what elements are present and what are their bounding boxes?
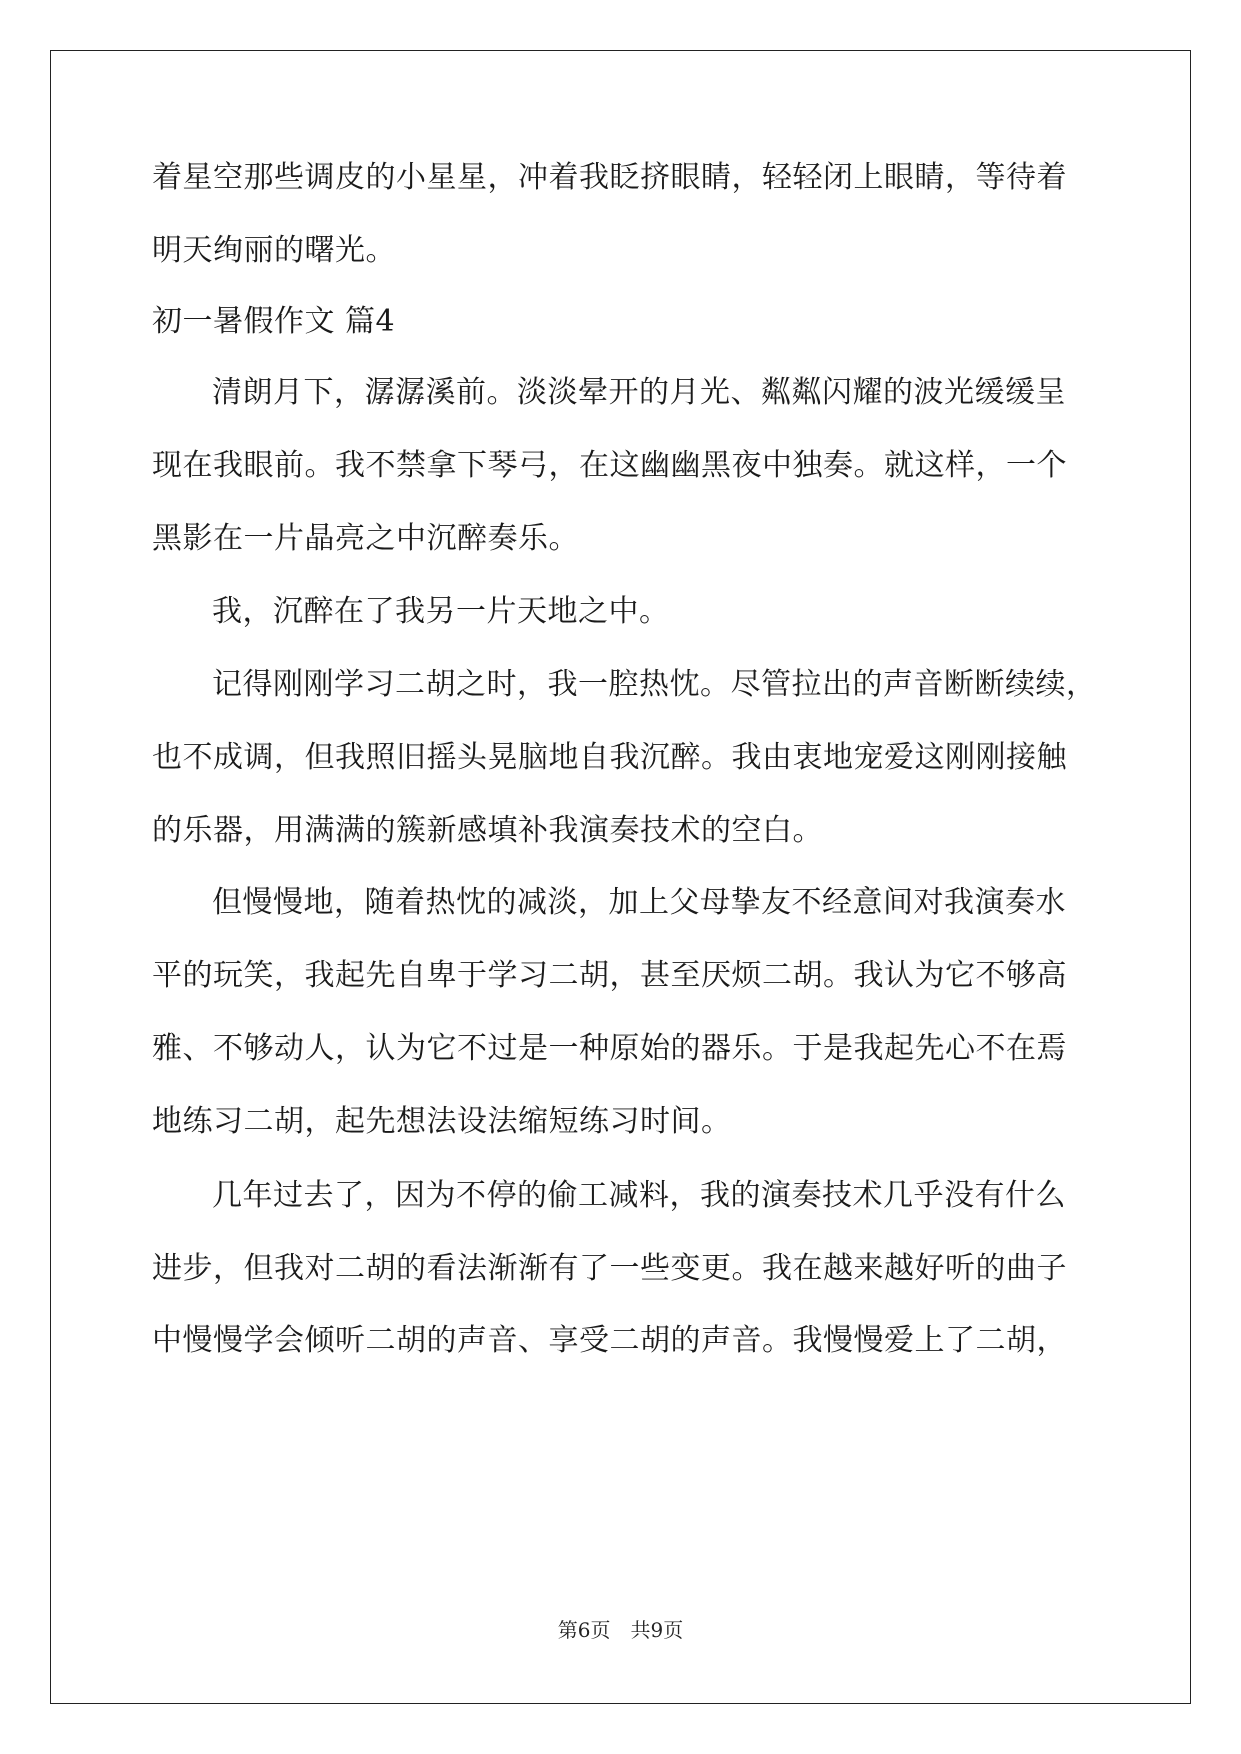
page-border: [50, 50, 1191, 1704]
text-line: 着星空那些调皮的小星星，冲着我眨挤眼睛，轻轻闭上眼睛，等待着: [152, 160, 1067, 195]
text-line: 进步，但我对二胡的看法渐渐有了一些变更。我在越来越好听的曲子: [152, 1251, 1067, 1286]
paragraph-first-line: 记得刚刚学习二胡之时，我一腔热忱。尽管拉出的声音断断续续，: [212, 667, 1097, 702]
text-line: 雅、不够动人，认为它不过是一种原始的器乐。于是我起先心不在焉: [152, 1031, 1067, 1066]
paragraph-first-line: 我，沉醉在了我另一片天地之中。: [212, 594, 670, 629]
text-line: 明天绚丽的曙光。: [152, 233, 396, 268]
section-heading: 初一暑假作文 篇4: [152, 304, 396, 339]
text-line: 现在我眼前。我不禁拿下琴弓，在这幽幽黑夜中独奏。就这样，一个: [152, 448, 1067, 483]
text-line: 地练习二胡，起先想法设法缩短练习时间。: [152, 1104, 732, 1139]
text-line: 黑影在一片晶亮之中沉醉奏乐。: [152, 521, 579, 556]
page-footer: [0, 1617, 1241, 1643]
page-number: 第6页 共9页: [557, 1618, 684, 1642]
text-line: 平的玩笑，我起先自卑于学习二胡，甚至厌烦二胡。我认为它不够高: [152, 958, 1067, 993]
paragraph-first-line: 但慢慢地，随着热忱的减淡，加上父母挚友不经意间对我演奏水: [212, 885, 1066, 920]
text-line: 中慢慢学会倾听二胡的声音、享受二胡的声音。我慢慢爱上了二胡，: [152, 1323, 1067, 1358]
text-line: 也不成调，但我照旧摇头晃脑地自我沉醉。我由衷地宠爱这刚刚接触: [152, 740, 1067, 775]
text-line: 的乐器，用满满的簇新感填补我演奏技术的空白。: [152, 813, 823, 848]
paragraph-first-line: 几年过去了，因为不停的偷工减料，我的演奏技术几乎没有什么: [212, 1178, 1066, 1213]
paragraph-first-line: 清朗月下，潺潺溪前。淡淡晕开的月光、粼粼闪耀的波光缓缓呈: [212, 375, 1066, 410]
